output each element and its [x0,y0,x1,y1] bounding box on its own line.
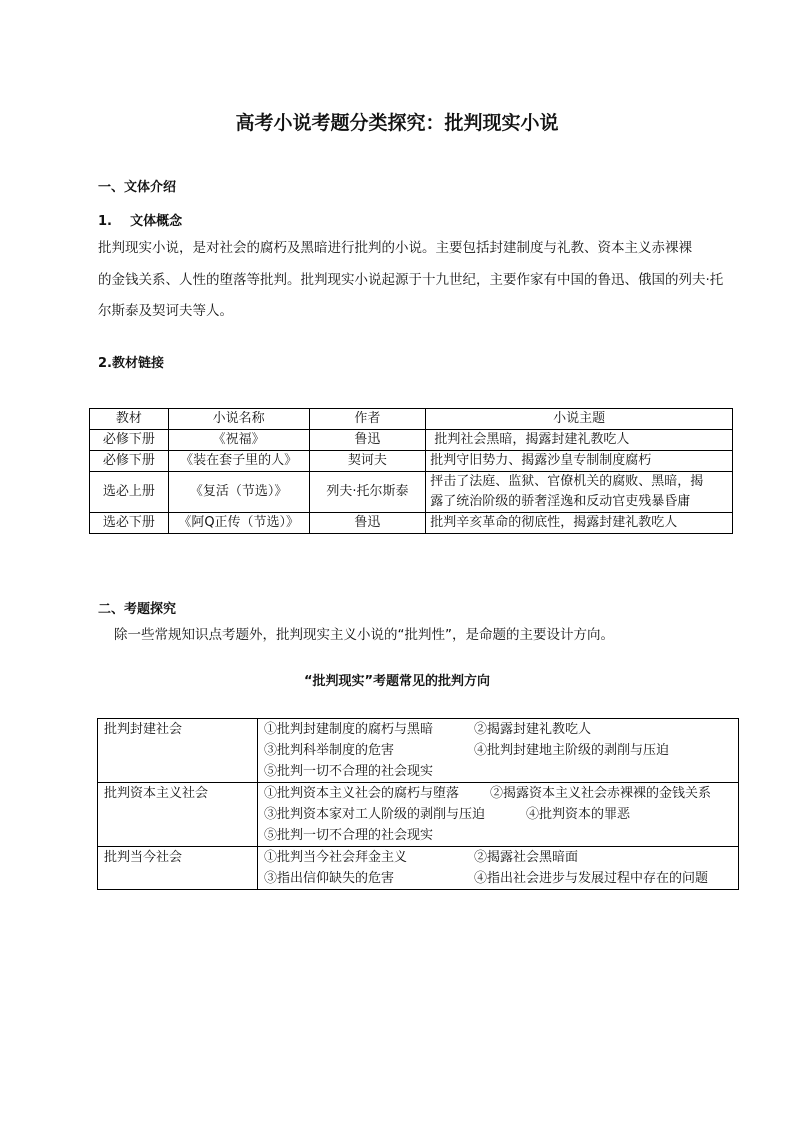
table-row [90,513,733,534]
item-text: ③批判资本家对工人阶级的剥削与压迫 [264,807,486,822]
table-cell: 选必下册 [90,513,169,534]
content-line [264,868,732,889]
theme-line: 露了统治阶级的骄奢淫逸和反动官吏残暴昏庸 [430,494,691,509]
item-text: ①批判资本主义社会的腐朽与堕落 [264,786,460,801]
table-cell: 《阿Q正传（节选）》 [168,513,309,534]
header-cell: 小说主题 [426,409,733,430]
header-cell: 小说名称 [168,409,309,430]
content-line [264,847,732,868]
row-content [258,847,739,890]
concept-paragraph-line-1: 批判现实小说，是对社会的腐朽及黑暗进行批判的小说。主要包括封建制度与礼教、资本主义赤裸裸 [98,240,692,256]
item-text: ①批判当今社会拜金主义 [264,850,408,865]
page-title: 高考小说考题分类探究：批判现实小说 [235,112,559,134]
content-line [264,783,732,804]
item-text: ④批判资本的罪恶 [526,807,631,822]
section-heading-exam: 二、考题探究 [98,602,177,617]
table-cell: 选必上册 [90,472,169,513]
content-line [264,804,732,825]
table-cell: 批判守旧势力、揭露沙皇专制制度腐朽 [426,451,733,472]
row-label: 批判封建社会 [98,719,258,783]
row-content [258,783,739,847]
exam-paragraph: 除一些常规知识点考题外，批判现实主义小说的“批判性”，是命题的主要设计方向。 [114,627,614,643]
table-cell: 《复活（节选）》 [168,472,309,513]
table-cell: 必修下册 [90,451,169,472]
concept-paragraph-line-2: 的金钱关系、人性的堕落等批判。批判现实小说起源于十九世纪，主要作家有中国的鲁迅、俄国的列夫·托 [98,272,724,288]
item-text: ②揭露资本主义社会赤裸裸的金钱关系 [490,786,712,801]
item-text: ⑤批判一切不合理的社会现实 [264,828,434,843]
table-cell: 契诃夫 [309,451,426,472]
content-line [264,761,732,782]
row-label: 批判资本主义社会 [98,783,258,847]
table-cell: 《装在套子里的人》 [168,451,309,472]
item-text: ③指出信仰缺失的危害 [264,871,395,886]
table-row [90,430,733,451]
content-line [264,825,732,846]
table-row [98,783,739,847]
item-text: ②揭露封建礼教吃人 [474,722,592,737]
theme-line: 抨击了法庭、监狱、官僚机关的腐败、黑暗，揭 [430,474,704,489]
item-text: ④指出社会进步与发展过程中存在的问题 [474,871,709,886]
content-line [264,719,732,740]
table-row [98,847,739,890]
section-heading-intro: 一、文体介绍 [98,180,177,195]
table-cell: 《祝福》 [168,430,309,451]
table-row [90,472,733,513]
textbook-table [89,408,733,534]
table-cell: 批判辛亥革命的彻底性，揭露封建礼教吃人 [426,513,733,534]
content-line [264,740,732,761]
table-row [90,451,733,472]
row-label: 批判当今社会 [98,847,258,890]
subsection-heading-concept: 1. 文体概念 [98,214,183,229]
table-cell-multiline [426,472,733,513]
table-cell: 列夫·托尔斯泰 [309,472,426,513]
critique-table-title: “批判现实”考题常见的批判方向 [303,674,491,689]
table-cell: 必修下册 [90,430,169,451]
row-content [258,719,739,783]
item-text: ⑤批判一切不合理的社会现实 [264,764,434,779]
critique-directions-table [97,718,739,890]
item-text: ④批判封建地主阶级的剥削与压迫 [474,743,670,758]
header-cell: 教材 [90,409,169,430]
item-text: ②揭露社会黑暗面 [474,850,579,865]
concept-paragraph-line-3: 尔斯泰及契诃夫等人。 [98,303,233,319]
item-text: ③批判科举制度的危害 [264,743,395,758]
table-cell: 鲁迅 [309,513,426,534]
subsection-heading-textbook: 2.教材链接 [98,356,164,371]
header-cell: 作者 [309,409,426,430]
table-cell: 批判社会黑暗，揭露封建礼教吃人 [426,430,733,451]
table-row [98,719,739,783]
table-cell: 鲁迅 [309,430,426,451]
item-text: ①批判封建制度的腐朽与黑暗 [264,722,434,737]
table-header-row [90,409,733,430]
